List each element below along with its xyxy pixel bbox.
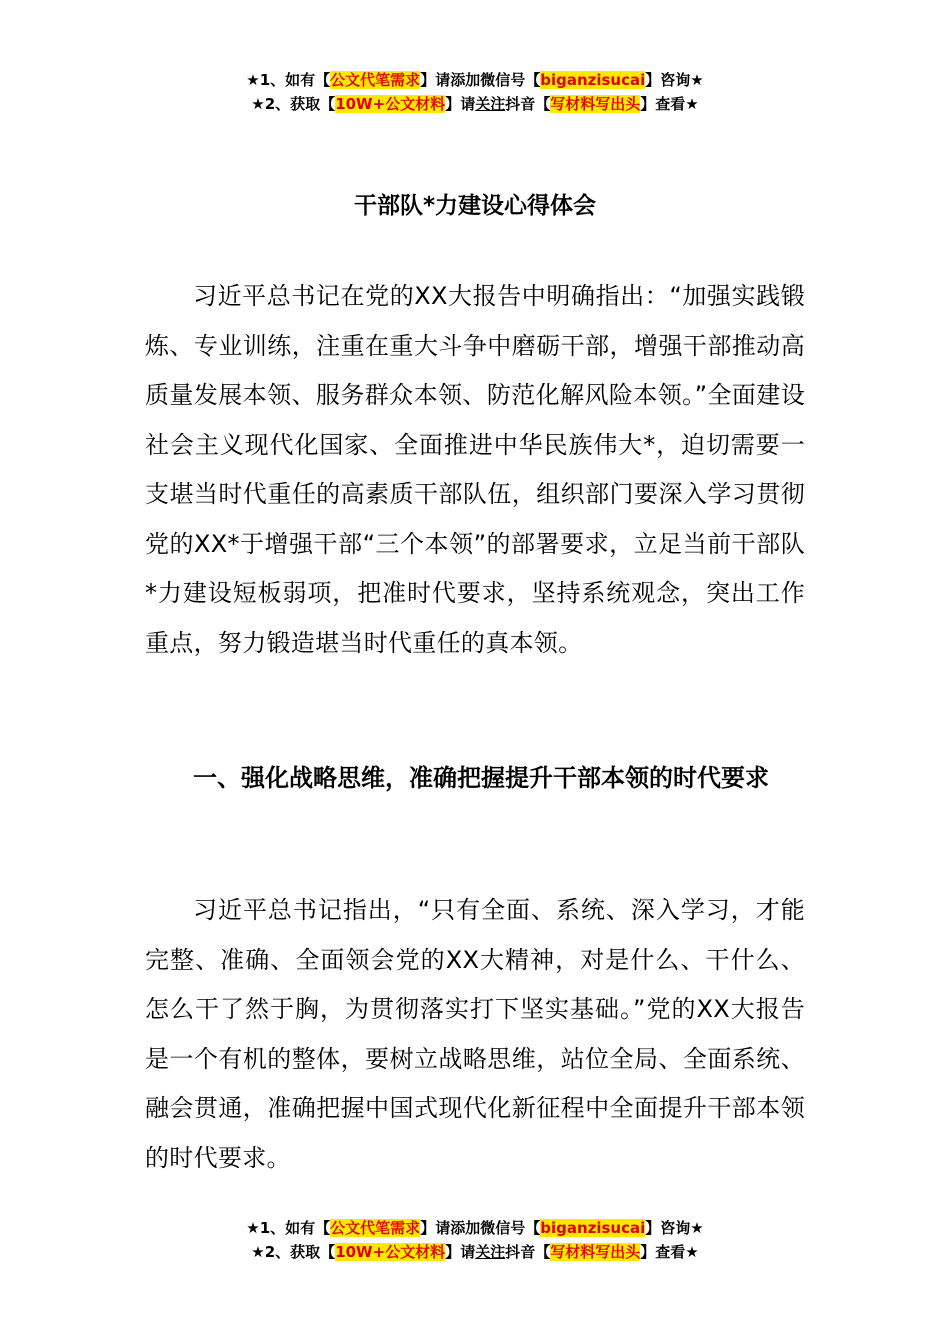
banner-line-1 (0, 1216, 950, 1240)
banner-text: 抖音【 (505, 1243, 551, 1261)
banner-line-2 (0, 1240, 950, 1264)
banner-highlight: 10W+公文材料 (335, 1243, 446, 1261)
banner-highlight: 10W+公文材料 (335, 95, 446, 113)
wechat-id-highlight: biganzisucai (540, 71, 646, 89)
section-body-container (145, 886, 805, 1183)
douyin-id-highlight: 写材料写出头 (550, 95, 641, 113)
banner-text: 】查看★ (640, 95, 699, 113)
wechat-id-highlight: biganzisucai (540, 1219, 646, 1237)
section-heading-container (145, 751, 805, 805)
banner-text: 】咨询★ (645, 1219, 704, 1237)
banner-underlined-text: 关注 (475, 1243, 506, 1261)
banner-text: 】请 (445, 95, 476, 113)
paragraph-section-1: 习近平总书记指出，“只有全面、系统、深入学习，才能完整、准确、全面领会党的XX大精神，对是什么、干什么、怎么干了然于胸，为贯彻落实打下坚实基础。”党的XX大报告是一个有机的整体，要树立战略思维，站位全局、全面系统、融会贯通，准确把握中国式现代化新征程中全面提升干部本领的时代要求。 (145, 896, 805, 1172)
banner-text: 】咨询★ (645, 71, 704, 89)
top-banner (0, 68, 950, 116)
douyin-id-highlight: 写材料写出头 (550, 1243, 641, 1261)
banner-text: 】请添加微信号【 (420, 71, 541, 89)
banner-underlined-text: 关注 (475, 95, 506, 113)
banner-text: 】查看★ (640, 1243, 699, 1261)
banner-text: 】请添加微信号【 (420, 1219, 541, 1237)
banner-text: ★2、获取【 (251, 95, 336, 113)
paragraph-intro: 习近平总书记在党的XX大报告中明确指出：“加强实践锻炼、专业训练，注重在重大斗争中磨砺干部，增强干部推动高质量发展本领、服务群众本领、防范化解风险本领。”全面建设社会主义现代化国家、全面推进中华民族伟大*，迫切需要一支堪当时代重任的高素质干部队伍，组织部门要深入学习贯彻党的XX*于增强干部“三个本领”的部署要求，立足当前干部队*力建设短板弱项，把准时代要求，坚持系统观念，突出工作重点，努力锻造堪当时代重任的真本领。 (145, 282, 805, 657)
banner-line-1 (0, 68, 950, 92)
document-body (145, 272, 805, 668)
banner-line-2 (0, 92, 950, 116)
banner-text: ★1、如有【 (246, 71, 331, 89)
section-heading-1: 一、强化战略思维，准确把握提升干部本领的时代要求 (193, 764, 769, 792)
banner-text: 】请 (445, 1243, 476, 1261)
bottom-banner (0, 1216, 950, 1264)
banner-text: ★2、获取【 (251, 1243, 336, 1261)
banner-text: ★1、如有【 (246, 1219, 331, 1237)
banner-highlight: 公文代笔需求 (330, 1219, 421, 1237)
document-title: 干部队*力建设心得体会 (353, 193, 597, 219)
banner-text: 抖音【 (505, 95, 551, 113)
banner-highlight: 公文代笔需求 (330, 71, 421, 89)
